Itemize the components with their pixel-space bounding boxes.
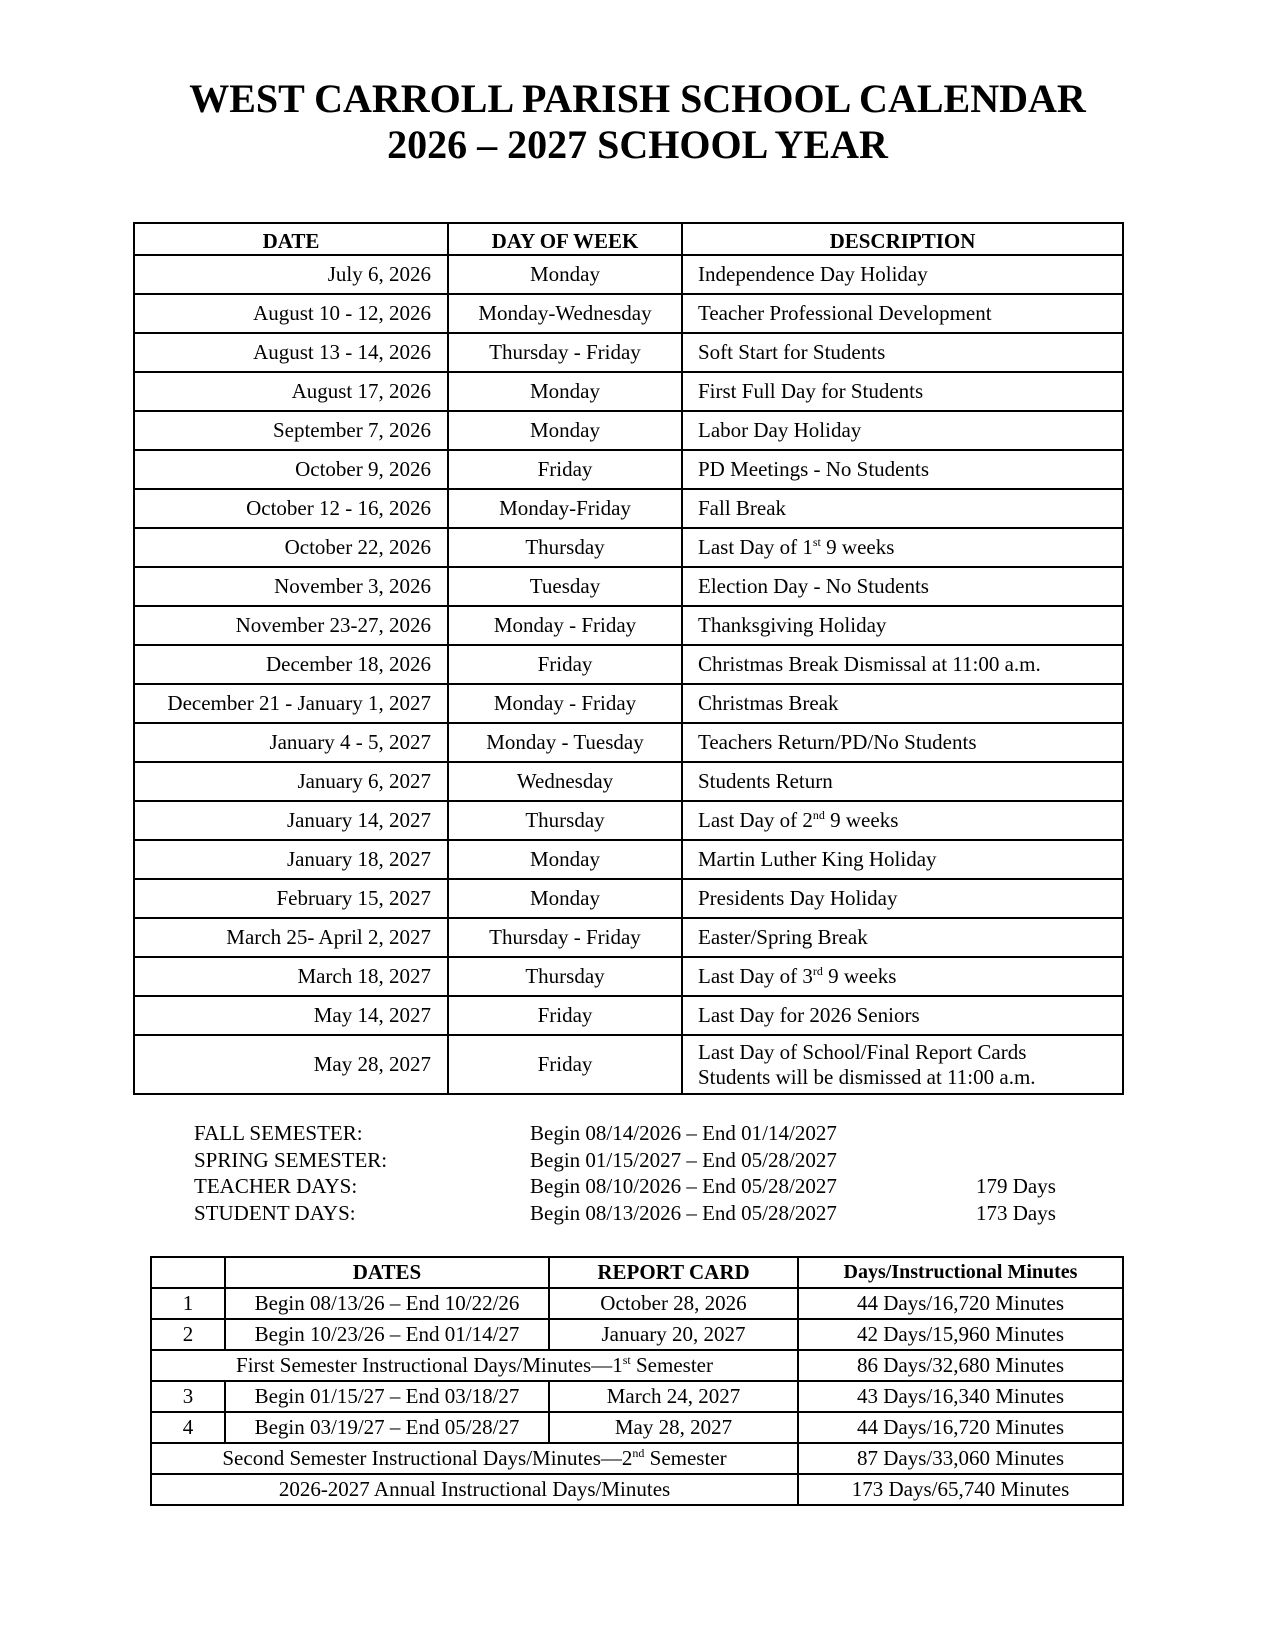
period-number: 1	[151, 1288, 225, 1319]
ordinal-suffix: nd	[812, 808, 825, 822]
date-cell: October 12 - 16, 2026	[134, 489, 448, 528]
table-row	[134, 489, 1123, 528]
header-report-card: REPORT CARD	[549, 1257, 798, 1288]
table-row	[134, 918, 1123, 957]
table-row	[134, 255, 1123, 294]
description-cell: Christmas Break Dismissal at 11:00 a.m.	[682, 645, 1123, 684]
ordinal-suffix: st	[812, 535, 821, 549]
table-row	[134, 723, 1123, 762]
instructional-minutes: 87 Days/33,060 Minutes	[798, 1443, 1123, 1474]
table-row	[151, 1288, 1123, 1319]
day-cell: Friday	[448, 996, 682, 1035]
semester-row-student-days	[194, 1200, 1094, 1227]
day-cell: Monday - Friday	[448, 606, 682, 645]
day-cell: Thursday	[448, 528, 682, 567]
day-cell: Monday	[448, 255, 682, 294]
day-cell: Monday	[448, 879, 682, 918]
report-header-row	[151, 1257, 1123, 1288]
description-cell: Last Day for 2026 Seniors	[682, 996, 1123, 1035]
description-cell: Students Return	[682, 762, 1123, 801]
description-cell: Easter/Spring Break	[682, 918, 1123, 957]
date-cell: October 22, 2026	[134, 528, 448, 567]
description-cell: First Full Day for Students	[682, 372, 1123, 411]
document-title	[0, 76, 1275, 168]
description-text: Last Day of 3	[698, 964, 813, 988]
description-text: Last Day of School/Final Report Cards	[698, 1039, 1027, 1064]
description-text: Last Day of 2	[698, 808, 813, 832]
day-cell: Thursday	[448, 801, 682, 840]
description-cell: Soft Start for Students	[682, 333, 1123, 372]
instructional-minutes: 86 Days/32,680 Minutes	[798, 1350, 1123, 1381]
table-row	[134, 606, 1123, 645]
description-cell: Fall Break	[682, 489, 1123, 528]
day-cell: Friday	[448, 645, 682, 684]
title-line-2: 2026 – 2027 SCHOOL YEAR	[387, 122, 888, 167]
semester-days: 179 Days	[976, 1174, 1056, 1198]
ordinal-suffix: st	[622, 1353, 631, 1367]
date-cell: January 18, 2027	[134, 840, 448, 879]
date-cell: August 13 - 14, 2026	[134, 333, 448, 372]
day-cell: Monday-Wednesday	[448, 294, 682, 333]
date-cell: November 23-27, 2026	[134, 606, 448, 645]
report-card-date: May 28, 2027	[549, 1412, 798, 1443]
table-row	[151, 1381, 1123, 1412]
table-row	[134, 996, 1123, 1035]
semester-row-fall	[194, 1120, 1094, 1147]
description-cell	[682, 801, 1123, 840]
period-number: 4	[151, 1412, 225, 1443]
period-dates: Begin 03/19/27 – End 05/28/27	[225, 1412, 549, 1443]
day-cell: Monday - Tuesday	[448, 723, 682, 762]
summary-text: First Semester Instructional Days/Minutes—1	[236, 1353, 623, 1377]
period-number: 2	[151, 1319, 225, 1350]
date-cell: December 18, 2026	[134, 645, 448, 684]
instructional-minutes: 173 Days/65,740 Minutes	[798, 1474, 1123, 1505]
summary-label: 2026-2027 Annual Instructional Days/Minutes	[151, 1474, 798, 1505]
table-row	[134, 762, 1123, 801]
day-cell: Friday	[448, 450, 682, 489]
report-card-date: October 28, 2026	[549, 1288, 798, 1319]
description-cell: Thanksgiving Holiday	[682, 606, 1123, 645]
header-description: DESCRIPTION	[682, 223, 1123, 255]
summary-text: Semester	[644, 1446, 727, 1470]
date-cell: January 4 - 5, 2027	[134, 723, 448, 762]
report-card-date: March 24, 2027	[549, 1381, 798, 1412]
day-cell: Thursday - Friday	[448, 918, 682, 957]
date-cell: February 15, 2027	[134, 879, 448, 918]
summary-label	[151, 1350, 798, 1381]
semester-range: Begin 01/15/2027 – End 05/28/2027	[530, 1147, 837, 1172]
description-cell: PD Meetings - No Students	[682, 450, 1123, 489]
date-cell: July 6, 2026	[134, 255, 448, 294]
description-cell: Labor Day Holiday	[682, 411, 1123, 450]
table-row	[134, 1035, 1123, 1094]
day-cell: Monday	[448, 840, 682, 879]
instructional-minutes: 43 Days/16,340 Minutes	[798, 1381, 1123, 1412]
summary-row	[151, 1474, 1123, 1505]
table-row	[151, 1412, 1123, 1443]
instructional-minutes: 44 Days/16,720 Minutes	[798, 1412, 1123, 1443]
ordinal-suffix: nd	[632, 1446, 645, 1460]
table-row	[134, 333, 1123, 372]
day-cell: Thursday	[448, 957, 682, 996]
description-cell	[682, 1035, 1123, 1094]
day-cell: Monday	[448, 372, 682, 411]
semester-label: TEACHER DAYS:	[194, 1174, 358, 1198]
date-cell: March 25- April 2, 2027	[134, 918, 448, 957]
semester-label: FALL SEMESTER:	[194, 1121, 363, 1145]
calendar-table	[133, 222, 1124, 1095]
semester-row-teacher-days	[194, 1173, 1094, 1200]
semester-days: 173 Days	[976, 1200, 1056, 1225]
semester-label: SPRING SEMESTER:	[194, 1147, 388, 1172]
date-cell: January 6, 2027	[134, 762, 448, 801]
report-card-table	[150, 1256, 1124, 1506]
summary-row	[151, 1350, 1123, 1381]
date-cell: December 21 - January 1, 2027	[134, 684, 448, 723]
table-row	[134, 645, 1123, 684]
table-row	[134, 840, 1123, 879]
summary-text: Second Semester Instructional Days/Minutes—2	[222, 1446, 633, 1470]
header-instructional-minutes: Days/Instructional Minutes	[798, 1257, 1123, 1288]
day-cell: Tuesday	[448, 567, 682, 606]
day-cell: Monday - Friday	[448, 684, 682, 723]
description-cell	[682, 528, 1123, 567]
date-cell: August 17, 2026	[134, 372, 448, 411]
semester-range: Begin 08/10/2026 – End 05/28/2027	[530, 1174, 837, 1198]
description-text: Last Day of 1	[698, 535, 813, 559]
summary-row	[151, 1443, 1123, 1474]
table-row	[134, 528, 1123, 567]
header-dates: DATES	[225, 1257, 549, 1288]
description-cell: Election Day - No Students	[682, 567, 1123, 606]
table-row	[134, 450, 1123, 489]
day-cell: Monday	[448, 411, 682, 450]
day-cell: Friday	[448, 1035, 682, 1094]
description-cell: Teacher Professional Development	[682, 294, 1123, 333]
table-row	[134, 567, 1123, 606]
semester-range: Begin 08/13/2026 – End 05/28/2027	[530, 1200, 837, 1225]
table-row	[134, 294, 1123, 333]
calendar-header-row	[134, 223, 1123, 255]
summary-label	[151, 1443, 798, 1474]
day-cell: Thursday - Friday	[448, 333, 682, 372]
date-cell: May 14, 2027	[134, 996, 448, 1035]
table-row	[134, 957, 1123, 996]
date-cell: September 7, 2026	[134, 411, 448, 450]
period-dates: Begin 08/13/26 – End 10/22/26	[225, 1288, 549, 1319]
date-cell: May 28, 2027	[134, 1035, 448, 1094]
table-row	[134, 684, 1123, 723]
ordinal-suffix: rd	[812, 964, 823, 978]
description-cell	[682, 957, 1123, 996]
report-card-date: January 20, 2027	[549, 1319, 798, 1350]
date-cell: March 18, 2027	[134, 957, 448, 996]
description-cell: Christmas Break	[682, 684, 1123, 723]
date-cell: August 10 - 12, 2026	[134, 294, 448, 333]
date-cell: November 3, 2026	[134, 567, 448, 606]
semester-label: STUDENT DAYS:	[194, 1200, 356, 1225]
table-row	[134, 801, 1123, 840]
table-row	[134, 411, 1123, 450]
header-day-of-week: DAY OF WEEK	[448, 223, 682, 255]
semester-summary	[194, 1120, 1094, 1226]
semester-range: Begin 08/14/2026 – End 01/14/2027	[530, 1121, 837, 1145]
table-row	[134, 879, 1123, 918]
period-number: 3	[151, 1381, 225, 1412]
table-row	[151, 1319, 1123, 1350]
instructional-minutes: 44 Days/16,720 Minutes	[798, 1288, 1123, 1319]
description-text-line-2: Students will be dismissed at 11:00 a.m.	[698, 1064, 1036, 1089]
description-cell: Teachers Return/PD/No Students	[682, 723, 1123, 762]
period-dates: Begin 01/15/27 – End 03/18/27	[225, 1381, 549, 1412]
summary-text: Semester	[630, 1353, 713, 1377]
description-cell: Presidents Day Holiday	[682, 879, 1123, 918]
day-cell: Monday-Friday	[448, 489, 682, 528]
description-text: 9 weeks	[820, 535, 895, 559]
instructional-minutes: 42 Days/15,960 Minutes	[798, 1319, 1123, 1350]
date-cell: January 14, 2027	[134, 801, 448, 840]
header-number	[151, 1257, 225, 1288]
description-text: 9 weeks	[822, 964, 897, 988]
description-text: 9 weeks	[824, 808, 899, 832]
day-cell: Wednesday	[448, 762, 682, 801]
header-date: DATE	[134, 223, 448, 255]
description-cell: Independence Day Holiday	[682, 255, 1123, 294]
semester-row-spring	[194, 1147, 1094, 1174]
title-line-1: WEST CARROLL PARISH SCHOOL CALENDAR	[189, 76, 1086, 121]
table-row	[134, 372, 1123, 411]
description-cell: Martin Luther King Holiday	[682, 840, 1123, 879]
date-cell: October 9, 2026	[134, 450, 448, 489]
period-dates: Begin 10/23/26 – End 01/14/27	[225, 1319, 549, 1350]
